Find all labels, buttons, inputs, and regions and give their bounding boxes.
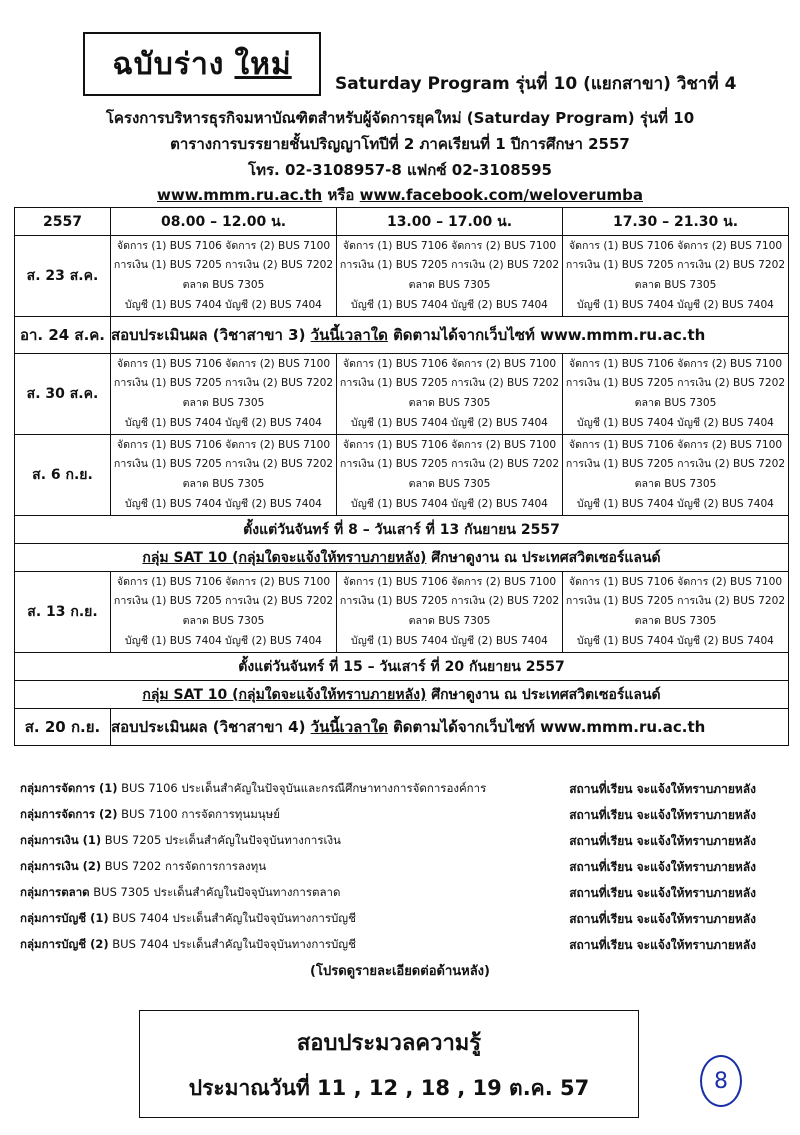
evening-header: 17.30 – 21.30 น.: [563, 208, 789, 236]
trip-dates: ตั้งแต่วันจันทร์ ที่ 15 – วันเสาร์ ที่ 20 กันยายน 2557: [15, 653, 789, 681]
trip-destination: ศึกษาดูงาน ณ ประเทศสวิตเซอร์แลนด์: [426, 549, 661, 566]
group-course: BUS 7106 ประเด็นสำคัญในปัจจุบันและกรณีศึกษาทางการจัดการองค์การ: [117, 781, 487, 795]
slot-line: จัดการ (1) BUS 7106 จัดการ (2) BUS 7100: [568, 575, 783, 588]
trip-row: [15, 653, 789, 681]
slot-line: ตลาด BUS 7305: [182, 615, 265, 627]
exam-row: [15, 317, 789, 354]
slot-line: การเงิน (1) BUS 7205 การเงิน (2) BUS 7202: [565, 458, 786, 471]
slot-cell: [563, 572, 789, 653]
slot-cell: [337, 354, 563, 435]
slot-cell: [337, 572, 563, 653]
group-course: BUS 7404 ประเด็นสำคัญในปัจจุบันทางการบัญชี: [108, 937, 356, 951]
trip-row: [15, 516, 789, 544]
slot-line: การเงิน (1) BUS 7205 การเงิน (2) BUS 7202: [565, 377, 786, 390]
exam-box-title: สอบประมวลความรู้: [296, 1031, 482, 1056]
group-name: กลุ่มการเงิน (1): [20, 833, 102, 847]
slot-line: ตลาด BUS 7305: [634, 478, 717, 490]
slot-line: การเงิน (1) BUS 7205 การเงิน (2) BUS 7202: [339, 259, 560, 272]
header-line-1: โครงการบริหารธุรกิจมหาบัณฑิตสำหรับผู้จัดการยุคใหม่ (Saturday Program) รุ่นที่ 10: [105, 109, 695, 127]
slot-line: บัญชี (1) BUS 7404 บัญชี (2) BUS 7404: [351, 298, 548, 311]
group-item: [20, 806, 780, 832]
group-item: [20, 780, 780, 806]
slot-line: บัญชี (1) BUS 7404 บัญชี (2) BUS 7404: [577, 497, 774, 510]
trip-destination: ศึกษาดูงาน ณ ประเทศสวิตเซอร์แลนด์: [426, 686, 661, 703]
slot-line: การเงิน (1) BUS 7205 การเงิน (2) BUS 7202: [339, 377, 560, 390]
slot-line: จัดการ (1) BUS 7106 จัดการ (2) BUS 7100: [342, 438, 557, 451]
slot-line: จัดการ (1) BUS 7106 จัดการ (2) BUS 7100: [116, 357, 331, 370]
group-course: BUS 7100 การจัดการทุนมนุษย์: [117, 807, 280, 821]
trip-detail: [15, 681, 789, 709]
slot-line: ตลาด BUS 7305: [182, 279, 265, 291]
group-name: กลุ่มการจัดการ (2): [20, 807, 118, 821]
group-location: สถานที่เรียน จะแจ้งให้ทราบภายหลัง: [569, 938, 756, 952]
slot-line: การเงิน (1) BUS 7205 การเงิน (2) BUS 7202: [339, 458, 560, 471]
header-links: [0, 183, 800, 207]
exam-box-dates: ประมาณวันที่ 11 , 12 , 18 , 19 ต.ค. 57: [188, 1076, 590, 1100]
slot-line: บัญชี (1) BUS 7404 บัญชี (2) BUS 7404: [577, 416, 774, 429]
slot-cell: [563, 435, 789, 516]
slot-line: จัดการ (1) BUS 7106 จัดการ (2) BUS 7100: [342, 357, 557, 370]
group-item: [20, 910, 780, 936]
group-location: สถานที่เรียน จะแจ้งให้ทราบภายหลัง: [569, 834, 756, 848]
slot-cell: [337, 435, 563, 516]
exam-text: [111, 709, 789, 746]
slot-line: ตลาด BUS 7305: [182, 397, 265, 409]
slot-line: การเงิน (1) BUS 7205 การเงิน (2) BUS 7202: [113, 458, 334, 471]
or-text: หรือ: [327, 186, 355, 204]
slot-line: จัดการ (1) BUS 7106 จัดการ (2) BUS 7100: [116, 575, 331, 588]
trip-group: กลุ่ม SAT 10 (กลุ่มใดจะแจ้งให้ทราบภายหลัง): [142, 549, 427, 566]
exam-label: สอบประเมินผล (วิชาสาขา 3): [111, 326, 311, 344]
slot-cell: [111, 572, 337, 653]
exam-time-note: วันนี้เวลาใด: [310, 326, 388, 344]
trip-dates: ตั้งแต่วันจันทร์ ที่ 8 – วันเสาร์ ที่ 13 กันยายน 2557: [15, 516, 789, 544]
table-header-row: [15, 208, 789, 236]
header-line-3: โทร. 02-3108957-8 แฟกซ์ 02-3108595: [248, 161, 552, 179]
slot-line: การเงิน (1) BUS 7205 การเงิน (2) BUS 7202: [113, 595, 334, 608]
program-line: Saturday Program รุ่นที่ 10 (แยกสาขา) วิชาที่ 4: [335, 74, 737, 94]
slot-line: จัดการ (1) BUS 7106 จัดการ (2) BUS 7100: [568, 239, 783, 252]
table-row: [15, 435, 789, 516]
slot-line: การเงิน (1) BUS 7205 การเงิน (2) BUS 7202: [565, 259, 786, 272]
group-course: BUS 7305 ประเด็นสำคัญในปัจจุบันทางการตลาด: [89, 885, 341, 899]
slot-line: การเงิน (1) BUS 7205 การเงิน (2) BUS 7202: [339, 595, 560, 608]
date-cell: ส. 20 ก.ย.: [15, 709, 111, 746]
slot-line: การเงิน (1) BUS 7205 การเงิน (2) BUS 7202: [113, 259, 334, 272]
slot-line: ตลาด BUS 7305: [408, 279, 491, 291]
group-location: สถานที่เรียน จะแจ้งให้ทราบภายหลัง: [569, 886, 756, 900]
group-course: BUS 7404 ประเด็นสำคัญในปัจจุบันทางการบัญชี: [108, 911, 356, 925]
slot-line: การเงิน (1) BUS 7205 การเงิน (2) BUS 7202: [565, 595, 786, 608]
page-number: 8: [700, 1055, 742, 1107]
slot-line: จัดการ (1) BUS 7106 จัดการ (2) BUS 7100: [342, 575, 557, 588]
exam-time-note: วันนี้เวลาใด: [310, 718, 388, 736]
see-back-note: (โปรดดูรายละเอียดต่อด้านหลัง): [310, 964, 490, 979]
table-row: [15, 236, 789, 317]
slot-line: บัญชี (1) BUS 7404 บัญชี (2) BUS 7404: [125, 497, 322, 510]
slot-line: จัดการ (1) BUS 7106 จัดการ (2) BUS 7100: [568, 438, 783, 451]
group-name: กลุ่มการบัญชี (1): [20, 911, 109, 925]
trip-row: [15, 681, 789, 709]
afternoon-header: 13.00 – 17.00 น.: [337, 208, 563, 236]
slot-line: จัดการ (1) BUS 7106 จัดการ (2) BUS 7100: [116, 239, 331, 252]
group-name: กลุ่มการจัดการ (1): [20, 781, 118, 795]
slot-line: ตลาด BUS 7305: [408, 397, 491, 409]
exam-text: [111, 317, 789, 354]
group-item: [20, 832, 780, 858]
slot-line: การเงิน (1) BUS 7205 การเงิน (2) BUS 7202: [113, 377, 334, 390]
group-name: กลุ่มการตลาด: [20, 885, 90, 899]
slot-line: จัดการ (1) BUS 7106 จัดการ (2) BUS 7100: [116, 438, 331, 451]
slot-line: บัญชี (1) BUS 7404 บัญชี (2) BUS 7404: [125, 416, 322, 429]
slot-line: จัดการ (1) BUS 7106 จัดการ (2) BUS 7100: [342, 239, 557, 252]
new-word: ใหม่: [234, 46, 292, 82]
date-cell: อา. 24 ส.ค.: [15, 317, 111, 354]
group-location: สถานที่เรียน จะแจ้งให้ทราบภายหลัง: [569, 782, 756, 796]
table-row: [15, 572, 789, 653]
facebook-link[interactable]: www.facebook.com/weloverumba: [359, 186, 643, 204]
slot-cell: [111, 435, 337, 516]
website-link[interactable]: www.mmm.ru.ac.th: [156, 186, 323, 204]
date-cell: ส. 30 ส.ค.: [15, 354, 111, 435]
exam-label: สอบประเมินผล (วิชาสาขา 4): [111, 718, 311, 736]
date-cell: ส. 6 ก.ย.: [15, 435, 111, 516]
slot-line: จัดการ (1) BUS 7106 จัดการ (2) BUS 7100: [568, 357, 783, 370]
slot-cell: [563, 236, 789, 317]
slot-cell: [563, 354, 789, 435]
header-line-2: ตารางการบรรยายชั้นปริญญาโทปีที่ 2 ภาคเรียนที่ 1 ปีการศึกษา 2557: [170, 135, 630, 153]
slot-line: บัญชี (1) BUS 7404 บัญชี (2) BUS 7404: [125, 634, 322, 647]
slot-line: ตลาด BUS 7305: [634, 279, 717, 291]
slot-line: บัญชี (1) BUS 7404 บัญชี (2) BUS 7404: [351, 416, 548, 429]
date-cell: ส. 23 ส.ค.: [15, 236, 111, 317]
group-course: BUS 7202 การจัดการการลงทุน: [101, 859, 267, 873]
group-item: [20, 858, 780, 884]
trip-row: [15, 544, 789, 572]
comprehensive-exam-box: [139, 1010, 639, 1118]
group-location: สถานที่เรียน จะแจ้งให้ทราบภายหลัง: [569, 860, 756, 874]
slot-line: บัญชี (1) BUS 7404 บัญชี (2) BUS 7404: [577, 634, 774, 647]
slot-line: ตลาด BUS 7305: [634, 397, 717, 409]
slot-line: บัญชี (1) BUS 7404 บัญชี (2) BUS 7404: [577, 298, 774, 311]
exam-website-note: ติดตามได้จากเว็บไซท์ www.mmm.ru.ac.th: [387, 718, 706, 736]
trip-detail: [15, 544, 789, 572]
slot-line: ตลาด BUS 7305: [408, 615, 491, 627]
slot-line: บัญชี (1) BUS 7404 บัญชี (2) BUS 7404: [351, 634, 548, 647]
slot-line: บัญชี (1) BUS 7404 บัญชี (2) BUS 7404: [125, 298, 322, 311]
group-location: สถานที่เรียน จะแจ้งให้ทราบภายหลัง: [569, 912, 756, 926]
year-header: 2557: [15, 208, 111, 236]
exam-row: [15, 709, 789, 746]
group-name: กลุ่มการบัญชี (2): [20, 937, 109, 951]
morning-header: 08.00 – 12.00 น.: [111, 208, 337, 236]
slot-line: บัญชี (1) BUS 7404 บัญชี (2) BUS 7404: [351, 497, 548, 510]
exam-website-note: ติดตามได้จากเว็บไซท์ www.mmm.ru.ac.th: [387, 326, 706, 344]
schedule-table: [14, 207, 789, 746]
group-list: [20, 780, 780, 962]
draft-word: ฉบับร่าง: [112, 46, 225, 82]
slot-cell: [111, 354, 337, 435]
slot-line: ตลาด BUS 7305: [408, 478, 491, 490]
date-cell: ส. 13 ก.ย.: [15, 572, 111, 653]
draft-stamp: [83, 32, 321, 96]
slot-cell: [111, 236, 337, 317]
group-item: [20, 884, 780, 910]
trip-group: กลุ่ม SAT 10 (กลุ่มใดจะแจ้งให้ทราบภายหลัง): [142, 686, 427, 703]
table-row: [15, 354, 789, 435]
slot-cell: [337, 236, 563, 317]
group-item: [20, 936, 780, 962]
group-name: กลุ่มการเงิน (2): [20, 859, 102, 873]
slot-line: ตลาด BUS 7305: [634, 615, 717, 627]
slot-line: ตลาด BUS 7305: [182, 478, 265, 490]
group-location: สถานที่เรียน จะแจ้งให้ทราบภายหลัง: [569, 808, 756, 822]
group-course: BUS 7205 ประเด็นสำคัญในปัจจุบันทางการเงิน: [101, 833, 341, 847]
